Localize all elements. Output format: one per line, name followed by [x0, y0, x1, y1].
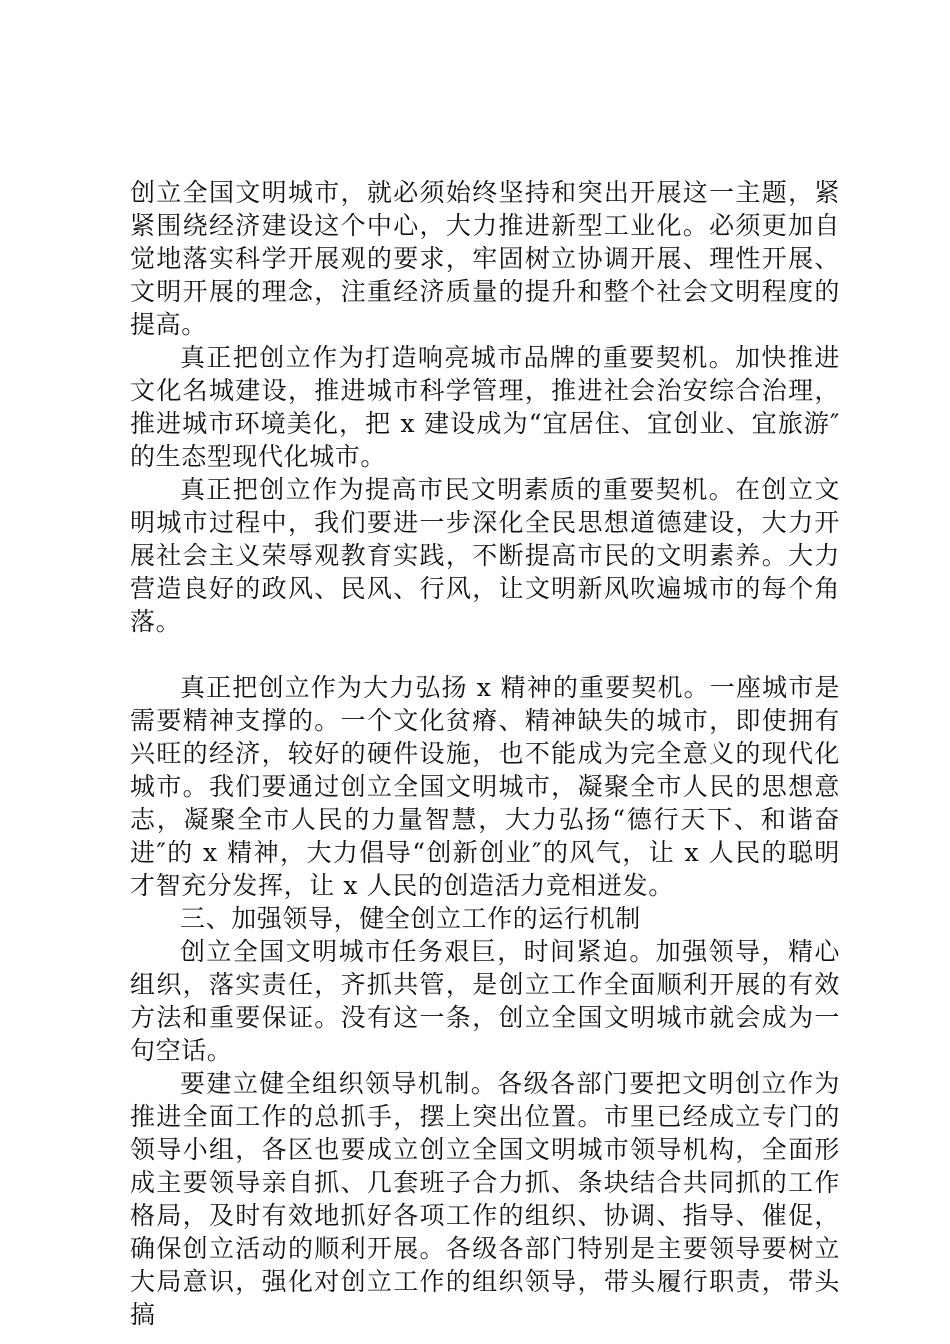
paragraph-1: 创立全国文明城市，就必须始终坚持和突出开展这一主题，紧紧围绕经济建设这个中心，大力推进新型工业化。必须更加自觉地落实科学开展观的要求，牢固树立协调开展、理性开展、文明开展的理念，注重经济质量的提升和整个社会文明程度的提高。 [130, 178, 840, 339]
paragraph-5: 创立全国文明城市任务艰巨，时间紧迫。加强领导，精心组织，落实责任，齐抓共管，是创立工作全面顺利开展的有效方法和重要保证。没有这一条，创立全国文明城市就会成为一句空话。 [130, 937, 840, 1065]
paragraph-3: 真正把创立作为提高市民文明素质的重要契机。在创立文明城市过程中，我们要进一步深化全民思想道德建设，大力开展社会主义荣辱观教育实践，不断提高市民的文明素养。大力营造良好的政风、民风、行风，让文明新风吹遍城市的每个角落。 [130, 475, 840, 636]
paragraph-2: 真正把创立作为打造响亮城市品牌的重要契机。加快推进文化名城建设，推进城市科学管理，推进社会治安综合治理，推进城市环境美化，把 x 建设成为“宜居住、宜创业、宜旅游″的生态型现代化城市。 [130, 343, 840, 471]
paragraph-4: 真正把创立作为大力弘扬 x 精神的重要契机。一座城市是需要精神支撑的。一个文化贫瘠、精神缺失的城市，即使拥有兴旺的经济，较好的硬件设施，也不能成为完全意义的现代化城市。我们要通过创立全国文明城市，凝聚全市人民的思想意志，凝聚全市人民的力量智慧，大力弘扬“德行天下、和谐奋进″的 x 精神，大力倡导“创新创业″的风气，让 x 人民的聪明才智充分发挥，让 x 人民的创造活力竞相迸发。 [130, 673, 840, 900]
paragraph-6: 要建立健全组织领导机制。各级各部门要把文明创立作为推进全面工作的总抓手，摆上突出位置。市里已经成立专门的领导小组，各区也要成立创立全国文明城市领导机构，全面形成主要领导亲自抓、几套班子合力抓、条块结合共同抓的工作格局，及时有效地抓好各项工作的组织、协调、指导、催促，确保创立活动的顺利开展。各级各部门特别是主要领导要树立大局意识，强化对创立工作的组织领导，带头履行职责，带头搞 [130, 1069, 840, 1329]
section-heading: 三、加强领导，健全创立工作的运行机制 [180, 904, 641, 933]
document-body [130, 176, 840, 1331]
